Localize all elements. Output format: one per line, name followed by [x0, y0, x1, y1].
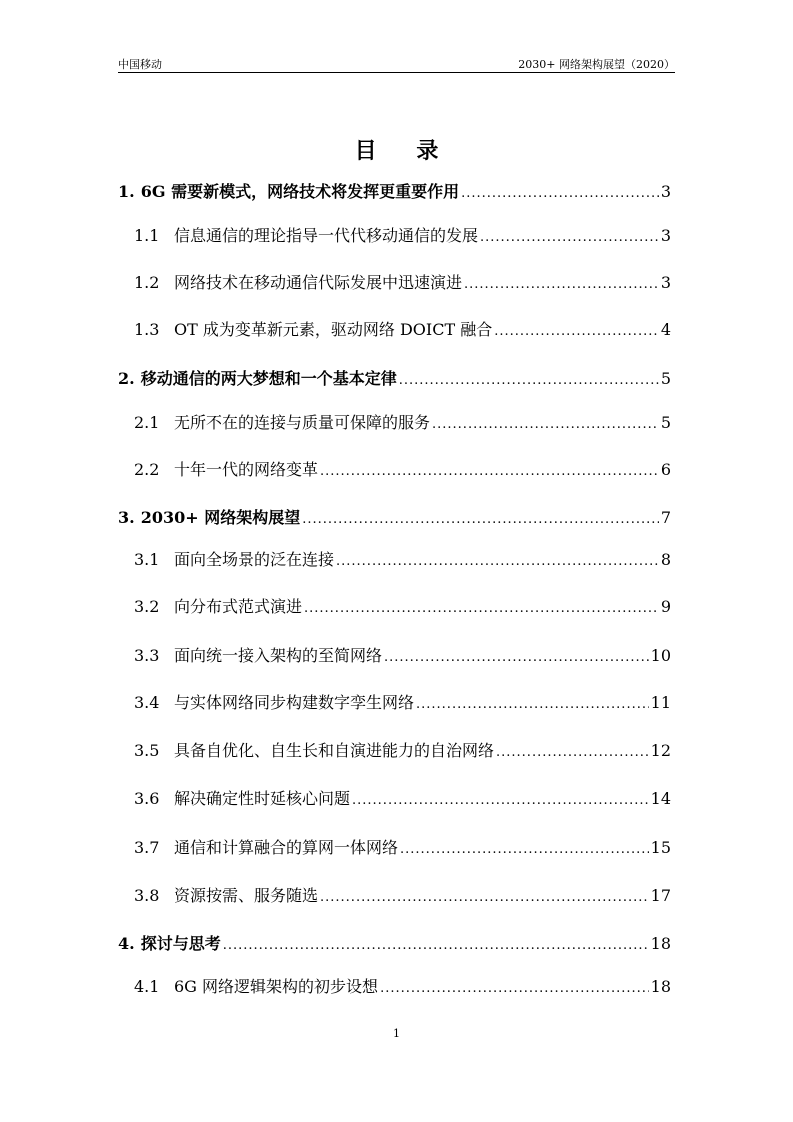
toc-entry-number: 3.7	[134, 838, 160, 857]
toc-entry[interactable]	[118, 366, 671, 390]
toc-entry-page: 6	[660, 460, 671, 479]
toc-entry[interactable]	[118, 179, 671, 203]
toc-entry-title: 移动通信的两大梦想和一个基本定律	[140, 369, 397, 388]
toc-entry-leader	[416, 697, 649, 712]
toc-entry-title: 具备自优化、自生长和自演进能力的自治网络	[174, 741, 495, 760]
toc-title: 目 录	[354, 138, 455, 164]
toc-entry-title: 网络技术在移动通信代际发展中迅速演进	[174, 273, 463, 292]
toc-entry-title: 面向统一接入架构的至简网络	[174, 646, 383, 665]
toc-entry-page: 11	[650, 693, 671, 712]
toc-entry-page: 8	[660, 550, 671, 569]
toc-entry[interactable]	[118, 786, 671, 810]
toc-entry-leader	[302, 512, 659, 527]
toc-entry-number: 3.	[118, 508, 135, 527]
toc-entry-title: 无所不在的连接与质量可保障的服务	[174, 413, 431, 432]
toc-entry-title: 探讨与思考	[140, 934, 221, 953]
toc-entry-leader	[352, 793, 649, 808]
toc-entry-number: 1.1	[134, 226, 160, 245]
header-organization: 中国移动	[118, 58, 162, 71]
toc-entry-page: 3	[660, 226, 671, 245]
toc-entry[interactable]	[118, 505, 671, 529]
toc-entry-number: 3.4	[134, 693, 160, 712]
toc-entry-leader	[494, 324, 659, 339]
toc-entry-leader	[380, 981, 649, 996]
toc-entry-page: 3	[660, 182, 671, 201]
toc-entry-leader	[496, 745, 649, 760]
page-header	[118, 56, 675, 73]
toc-entry[interactable]	[118, 317, 671, 341]
toc-entry-leader	[384, 650, 649, 665]
toc-entry-page: 15	[650, 838, 671, 857]
page-number: 1	[393, 1027, 400, 1040]
toc-entry-leader	[432, 417, 659, 432]
toc-entry[interactable]	[118, 643, 671, 667]
toc-entry-number: 3.2	[134, 597, 160, 616]
toc-entry-title: 向分布式范式演进	[174, 597, 303, 616]
toc-entry-leader	[461, 186, 659, 201]
toc-entry-title: 十年一代的网络变革	[174, 460, 319, 479]
toc-entry[interactable]	[118, 835, 671, 859]
toc-entry-page: 14	[650, 789, 671, 808]
toc-entry-page: 18	[650, 934, 671, 953]
toc-entry-title: 与实体网络同步构建数字孪生网络	[174, 693, 415, 712]
toc-entry-leader	[480, 230, 659, 245]
toc-entry-number: 2.	[118, 369, 135, 388]
toc-entry-leader	[320, 464, 659, 479]
toc-entry-page: 18	[650, 977, 671, 996]
toc-entry-page: 5	[660, 413, 671, 432]
toc-entry[interactable]	[118, 270, 671, 294]
toc-entry-number: 1.2	[134, 273, 160, 292]
toc-entry[interactable]	[118, 547, 671, 571]
toc-entry-page: 4	[660, 320, 671, 339]
toc-entry-title: 解决确定性时延核心问题	[174, 789, 351, 808]
toc-entry-number: 2.1	[134, 413, 160, 432]
toc-entry-leader	[223, 938, 649, 953]
toc-entry[interactable]	[118, 594, 671, 618]
toc-entry-page: 5	[660, 369, 671, 388]
toc-entry-number: 3.3	[134, 646, 160, 665]
toc-entry-leader	[320, 890, 649, 905]
toc-entry-title: 6G 网络逻辑架构的初步设想	[174, 977, 379, 996]
toc-entry-number: 3.6	[134, 789, 160, 808]
toc-entry[interactable]	[118, 974, 671, 998]
toc-entry-title: 通信和计算融合的算网一体网络	[174, 838, 399, 857]
toc-entry-number: 4.1	[134, 977, 160, 996]
toc-entry[interactable]	[118, 883, 671, 907]
toc-entry[interactable]	[118, 457, 671, 481]
toc-entry[interactable]	[118, 690, 671, 714]
toc-entry-page: 12	[650, 741, 671, 760]
toc-entry-number: 1.	[118, 182, 135, 201]
toc-entry-page: 9	[660, 597, 671, 616]
header-document-title: 2030+ 网络架构展望（2020）	[518, 58, 675, 71]
toc-entry[interactable]	[118, 223, 671, 247]
toc-entry-number: 1.3	[134, 320, 160, 339]
toc-entry-page: 7	[660, 508, 671, 527]
toc-entry-title: 6G 需要新模式，网络技术将发挥更重要作用	[140, 182, 460, 201]
toc-entry-number: 3.8	[134, 886, 160, 905]
toc-entry-leader	[464, 277, 659, 292]
toc-entry-leader	[399, 373, 659, 388]
toc-entry[interactable]	[118, 931, 671, 955]
toc-entry-leader	[400, 842, 649, 857]
toc-entry-number: 2.2	[134, 460, 160, 479]
toc-entry-title: 面向全场景的泛在连接	[174, 550, 335, 569]
toc-entry-number: 4.	[118, 934, 135, 953]
toc-entry-leader	[336, 554, 659, 569]
toc-entry-page: 10	[650, 646, 671, 665]
toc-entry-number: 3.1	[134, 550, 160, 569]
toc-entry-number: 3.5	[134, 741, 160, 760]
toc-entry-page: 17	[650, 886, 671, 905]
toc-entry-leader	[304, 601, 659, 616]
toc-entry[interactable]	[118, 738, 671, 762]
toc-entry-title: 信息通信的理论指导一代代移动通信的发展	[174, 226, 479, 245]
toc-entry-page: 3	[660, 273, 671, 292]
toc-entry-title: 资源按需、服务随选	[174, 886, 319, 905]
toc-entry-title: 2030+ 网络架构展望	[140, 508, 301, 527]
toc-entry-title: OT 成为变革新元素，驱动网络 DOICT 融合	[174, 320, 493, 339]
toc-entry[interactable]	[118, 410, 671, 434]
